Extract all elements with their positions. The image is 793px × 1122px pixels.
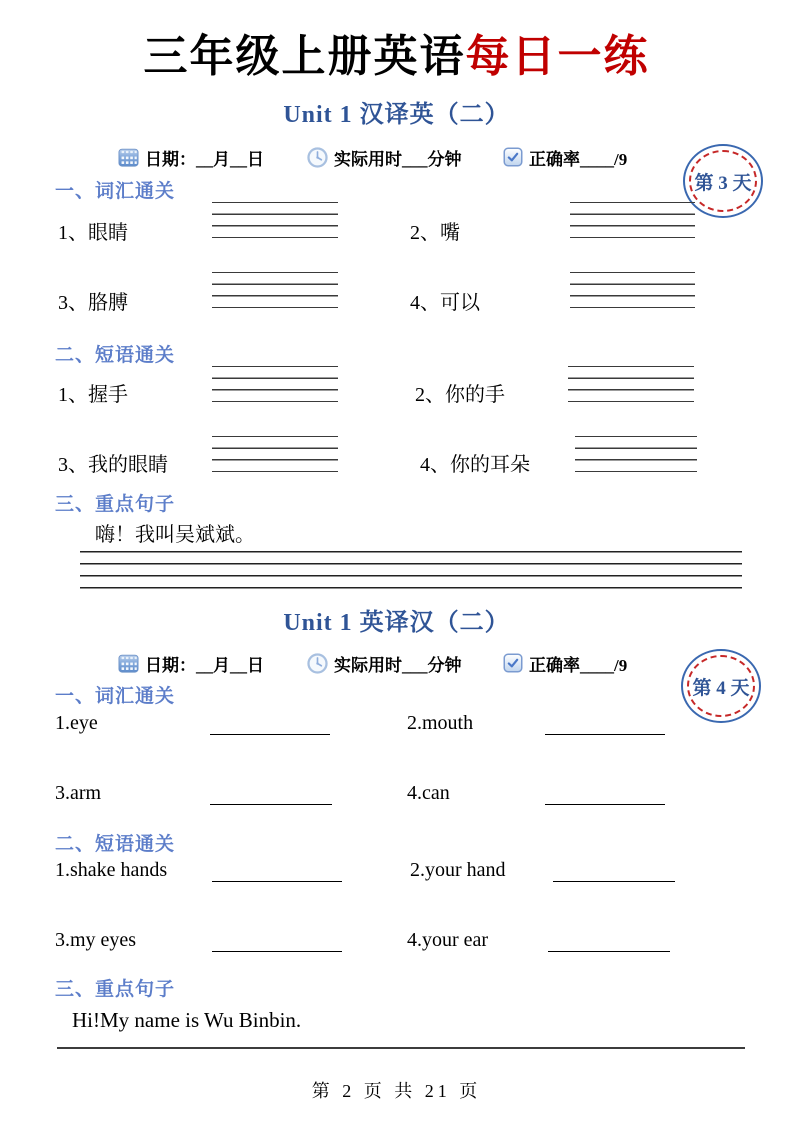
answer-lines (212, 202, 338, 238)
question-label: 4、可以 (410, 292, 480, 314)
answer-lines (212, 272, 338, 308)
date-field (118, 145, 307, 170)
question-label: 1、握手 (58, 384, 128, 406)
sentence-text-2: Hi!My name is Wu Binbin. (72, 1008, 302, 1032)
checkbox-icon (503, 147, 523, 167)
date-label: 日期：__月__日 (145, 655, 264, 675)
section-heading-vocab-2: 一、词汇通关 (55, 686, 176, 707)
meta-row-2 (118, 650, 627, 676)
question-label: 4、你的耳朵 (420, 454, 530, 476)
day-stamp-1 (683, 144, 763, 218)
day-stamp-2 (681, 649, 761, 723)
date-label: 日期：__月__日 (145, 149, 264, 169)
question-label: 2、嘴 (410, 222, 460, 244)
section-heading-phrases-1: 二、短语通关 (55, 345, 176, 366)
answer-lines (212, 366, 338, 402)
time-label: 实际用时___分钟 (334, 149, 462, 169)
question-label: 2、你的手 (415, 384, 505, 406)
question-label: 4.can (407, 782, 450, 804)
answer-lines (568, 366, 694, 402)
section-heading-phrases-2: 二、短语通关 (55, 834, 176, 855)
page-title-black: 三年级上册英语 (143, 32, 466, 81)
answer-blank (210, 804, 332, 805)
day-stamp-2-text: 第 4 天 (692, 677, 750, 699)
time-label: 实际用时___分钟 (334, 655, 462, 675)
clock-icon (307, 653, 328, 674)
question-label: 3、胳膊 (58, 292, 128, 314)
accuracy-field (503, 651, 627, 676)
sentence-text-1: 嗨！我叫吴斌斌。 (95, 524, 255, 546)
answer-lines (570, 272, 695, 308)
page-number: 第 2 页 共 21 页 (311, 1081, 482, 1101)
clock-icon (307, 147, 328, 168)
answer-blank (212, 951, 342, 952)
time-field (307, 651, 503, 676)
answer-blank (212, 881, 342, 882)
answer-blank (553, 881, 675, 882)
answer-blank (548, 951, 670, 952)
answer-lines (212, 436, 338, 472)
question-label: 2.your hand (410, 859, 506, 881)
date-field (118, 651, 307, 676)
unit-title-2: Unit 1 英译汉（二） (283, 610, 510, 636)
answer-lines (575, 436, 697, 472)
page-title (0, 20, 793, 84)
calendar-icon (118, 653, 139, 673)
section-heading-sentence-2: 三、重点句子 (55, 979, 176, 1000)
answer-blank (545, 804, 665, 805)
section-heading-vocab-1: 一、词汇通关 (55, 181, 176, 202)
day-stamp-1-text: 第 3 天 (694, 172, 752, 194)
calendar-icon (118, 147, 139, 167)
accuracy-field (503, 145, 627, 170)
accuracy-label: 正确率____/9 (529, 149, 628, 169)
question-label: 2.mouth (407, 712, 474, 734)
time-field (307, 145, 503, 170)
answer-blank (545, 734, 665, 735)
question-label: 1、眼睛 (58, 222, 128, 244)
unit-title-1: Unit 1 汉译英（二） (283, 102, 510, 128)
question-label: 3、我的眼睛 (58, 454, 168, 476)
sentence-writing-lines (80, 551, 742, 589)
meta-row-1 (118, 144, 627, 170)
checkbox-icon (503, 653, 523, 673)
sentence-writing-line (57, 1047, 745, 1049)
section-heading-sentence-1: 三、重点句子 (55, 494, 176, 515)
page-title-red: 每日一练 (465, 32, 650, 81)
accuracy-label: 正确率____/9 (529, 655, 628, 675)
question-label: 3.my eyes (55, 929, 137, 951)
question-label: 1.shake hands (55, 859, 168, 881)
answer-lines (570, 202, 695, 238)
question-label: 4.your ear (407, 929, 489, 951)
answer-blank (210, 734, 330, 735)
question-label: 3.arm (55, 782, 102, 804)
question-label: 1.eye (55, 712, 98, 734)
